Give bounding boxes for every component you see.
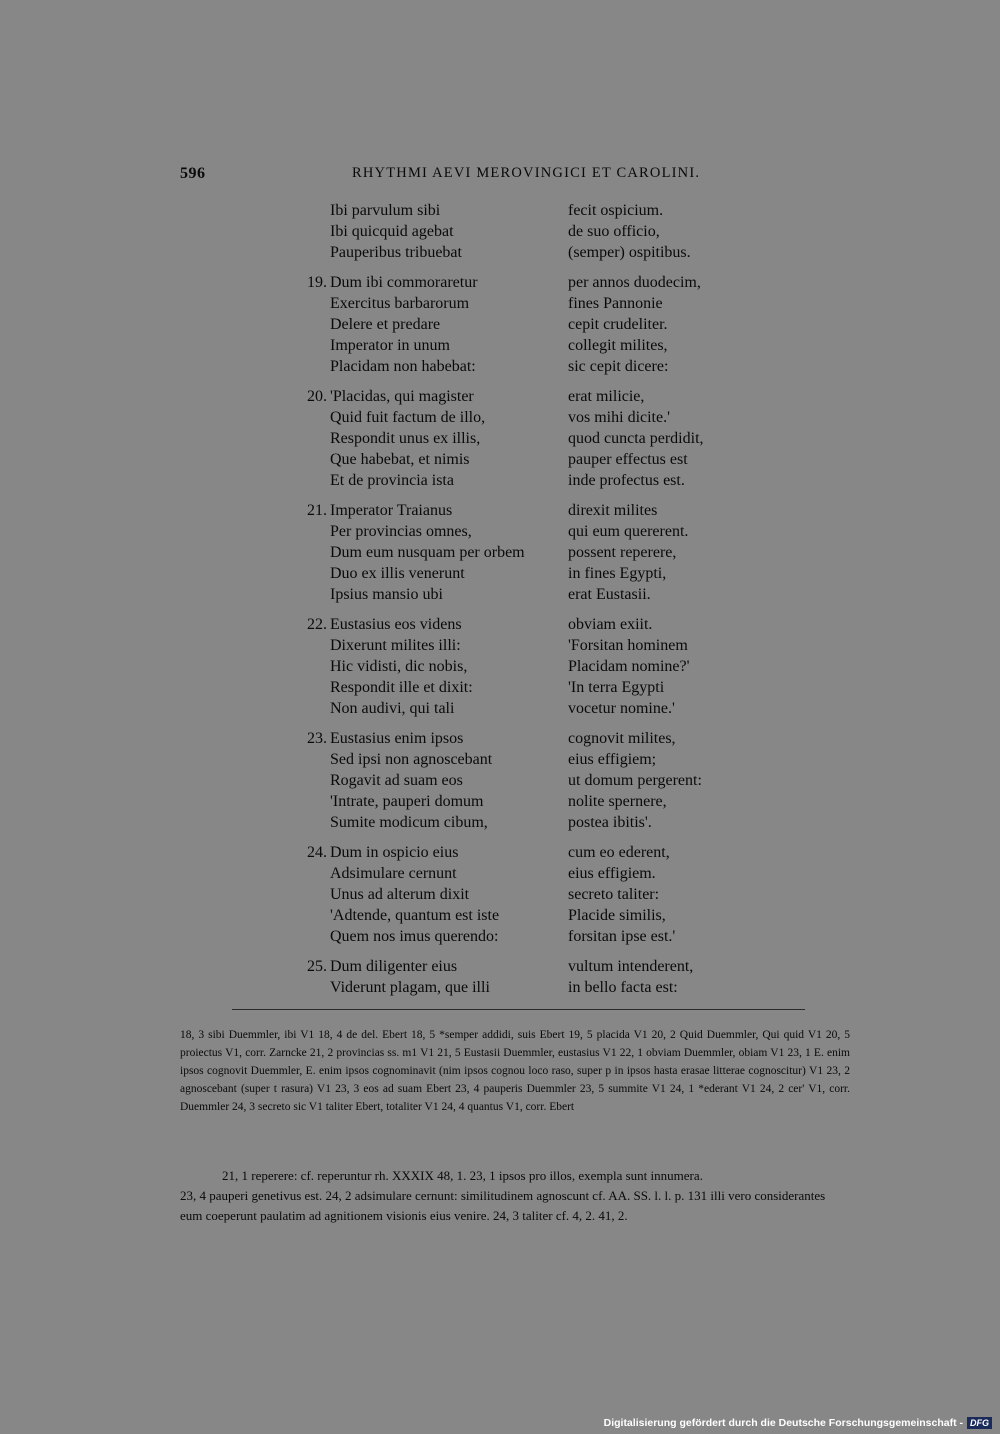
verse-line — [280, 926, 840, 947]
verse-right-hemistich: vocetur nomine.' — [568, 700, 675, 717]
verse-right-hemistich: secreto taliter: — [568, 886, 660, 903]
verse-left-hemistich: Dum diligenter eius — [330, 958, 458, 975]
verse-left-hemistich: Imperator Traianus — [330, 502, 453, 519]
verse-right-hemistich: (semper) ospitibus. — [568, 244, 691, 261]
stanza — [280, 500, 840, 605]
verse-right-hemistich: ut domum pergerent: — [568, 772, 702, 789]
verse-left-hemistich: Placidam non habebat: — [330, 358, 476, 375]
verse-right-hemistich: Placide similis, — [568, 907, 666, 924]
footer-text: Digitalisierung gefördert durch die Deutsche Forschungsgemeinschaft - — [603, 1417, 963, 1429]
verse-line — [280, 449, 840, 470]
verse-left-hemistich: Sumite modicum cibum, — [330, 814, 488, 831]
stanza — [280, 956, 840, 998]
verse-line — [280, 677, 840, 698]
stanza — [280, 200, 840, 263]
verse-right-hemistich: fines Pannonie — [568, 295, 663, 312]
apparatus-rule — [232, 1009, 805, 1010]
verse-line — [280, 956, 840, 977]
verse-left-hemistich: Dum ibi commoraretur — [330, 274, 478, 291]
verse-line — [280, 770, 840, 791]
verse-right-hemistich: Placidam nomine?' — [568, 658, 690, 675]
verse-right-hemistich: eius effigiem; — [568, 751, 657, 768]
verse-line — [280, 335, 840, 356]
verse-right-hemistich: sic cepit dicere: — [568, 358, 669, 375]
verse-line — [280, 200, 840, 221]
verse-left-hemistich: Que habebat, et nimis — [330, 451, 470, 468]
verse-right-hemistich: forsitan ipse est.' — [568, 928, 676, 945]
verse-right-hemistich: in fines Egypti, — [568, 565, 667, 582]
verse-right-hemistich: obviam exiit. — [568, 616, 653, 633]
verse-line — [280, 563, 840, 584]
verse-line — [280, 221, 840, 242]
verse-right-hemistich: cum eo ederent, — [568, 844, 670, 861]
note-line: 23, 4 pauperi genetivus est. 24, 2 adsimulare cernunt: similitudinem agnoscunt cf. AA. SS. l. l. p. 131 illi vero considerantes eum coeperunt paulatim ad agnitionem visionis eius venire. 24, 3 taliter cf. 4, 2. 41, 2. — [180, 1188, 826, 1223]
verse-left-hemistich: Sed ipsi non agnoscebant — [330, 751, 493, 768]
verse-left-hemistich: Ipsius mansio ubi — [330, 586, 443, 603]
verse-line — [280, 698, 840, 719]
verse-line — [280, 242, 840, 263]
verse-right-hemistich: 'Forsitan hominem — [568, 637, 688, 654]
verse-left-hemistich: Duo ex illis venerunt — [330, 565, 465, 582]
stanza-number: 25. — [307, 958, 327, 975]
verse-line — [280, 470, 840, 491]
stanza — [280, 728, 840, 833]
verse-right-hemistich: 'In terra Egypti — [568, 679, 665, 696]
verse-line — [280, 905, 840, 926]
verse-line — [280, 521, 840, 542]
dfg-logo-icon: DFG — [967, 1417, 992, 1429]
verse-left-hemistich: Delere et predare — [330, 316, 441, 333]
verse-right-hemistich: eius effigiem. — [568, 865, 656, 882]
verse-right-hemistich: cognovit milites, — [568, 730, 676, 747]
verse-right-hemistich: direxit milites — [568, 502, 658, 519]
verse-line — [280, 386, 840, 407]
verse-left-hemistich: Unus ad alterum dixit — [330, 886, 470, 903]
verse-left-hemistich: Pauperibus tribuebat — [330, 244, 462, 261]
verse-right-hemistich: collegit milites, — [568, 337, 668, 354]
verse-left-hemistich: Per provincias omnes, — [330, 523, 472, 540]
verse-line — [280, 977, 840, 998]
verse-left-hemistich: Non audivi, qui tali — [330, 700, 455, 717]
verse-left-hemistich: Et de provincia ista — [330, 472, 454, 489]
verse-left-hemistich: Quid fuit factum de illo, — [330, 409, 486, 426]
stanza-number: 21. — [307, 502, 327, 519]
verse-line — [280, 407, 840, 428]
verse-right-hemistich: in bello facta est: — [568, 979, 678, 996]
verse-right-hemistich: per annos duodecim, — [568, 274, 701, 291]
verse-right-hemistich: possent reperere, — [568, 544, 677, 561]
verse-left-hemistich: Dum in ospicio eius — [330, 844, 459, 861]
verse-left-hemistich: Rogavit ad suam eos — [330, 772, 463, 789]
verse-line — [280, 542, 840, 563]
verse-right-hemistich: pauper effectus est — [568, 451, 688, 468]
poem — [280, 200, 840, 1007]
verse-left-hemistich: Dum eum nusquam per orbem — [330, 544, 525, 561]
verse-left-hemistich: Viderunt plagam, que illi — [330, 979, 490, 996]
verse-left-hemistich: 'Placidas, qui magister — [330, 388, 474, 405]
verse-right-hemistich: inde profectus est. — [568, 472, 685, 489]
verse-line — [280, 584, 840, 605]
verse-left-hemistich: Hic vidisti, dic nobis, — [330, 658, 468, 675]
verse-line — [280, 293, 840, 314]
verse-line — [280, 635, 840, 656]
verse-line — [280, 428, 840, 449]
verse-right-hemistich: quod cuncta perdidit, — [568, 430, 704, 447]
verse-right-hemistich: erat Eustasii. — [568, 586, 651, 603]
stanza-number: 24. — [307, 844, 327, 861]
stanza — [280, 386, 840, 491]
verse-right-hemistich: qui eum quererent. — [568, 523, 689, 540]
verse-left-hemistich: Ibi quicquid agebat — [330, 223, 454, 240]
verse-right-hemistich: vultum intenderent, — [568, 958, 694, 975]
verse-left-hemistich: Dixerunt milites illi: — [330, 637, 461, 654]
verse-left-hemistich: 'Intrate, pauperi domum — [330, 793, 484, 810]
verse-right-hemistich: postea ibitis'. — [568, 814, 652, 831]
verse-left-hemistich: Exercitus barbarorum — [330, 295, 470, 312]
verse-line — [280, 791, 840, 812]
page-number: 596 — [180, 165, 206, 182]
verse-line — [280, 842, 840, 863]
verse-line — [280, 614, 840, 635]
stanza-number: 19. — [307, 274, 327, 291]
stanza-number: 20. — [307, 388, 327, 405]
verse-line — [280, 884, 840, 905]
verse-line — [280, 863, 840, 884]
verse-line — [280, 656, 840, 677]
verse-right-hemistich: erat milicie, — [568, 388, 645, 405]
verse-line — [280, 728, 840, 749]
verse-left-hemistich: Adsimulare cernunt — [330, 865, 457, 882]
stanza-number: 22. — [307, 616, 327, 633]
stanza — [280, 842, 840, 947]
verse-line — [280, 314, 840, 335]
note-line: 21, 1 reperere: cf. reperuntur rh. XXXIX 48, 1. 23, 1 ipsos pro illos, exempla sunt innumera. — [222, 1168, 703, 1183]
verse-left-hemistich: Ibi parvulum sibi — [330, 202, 441, 219]
verse-left-hemistich: Imperator in unum — [330, 337, 450, 354]
verse-left-hemistich: 'Adtende, quantum est iste — [330, 907, 500, 924]
commentary-notes — [180, 1166, 850, 1226]
verse-line — [280, 272, 840, 293]
verse-line — [280, 812, 840, 833]
verse-left-hemistich: Quem nos imus querendo: — [330, 928, 499, 945]
verse-right-hemistich: fecit ospicium. — [568, 202, 664, 219]
verse-right-hemistich: cepit crudeliter. — [568, 316, 668, 333]
stanza-number: 23. — [307, 730, 327, 747]
verse-line — [280, 749, 840, 770]
stanza — [280, 272, 840, 377]
verse-right-hemistich: vos mihi dicite.' — [568, 409, 670, 426]
verse-left-hemistich: Eustasius enim ipsos — [330, 730, 464, 747]
running-head: RHYTHMI AEVI MEROVINGICI ET CAROLINI. — [352, 165, 701, 181]
verse-right-hemistich: nolite spernere, — [568, 793, 667, 810]
verse-left-hemistich: Respondit ille et dixit: — [330, 679, 473, 696]
critical-apparatus: 18, 3 sibi Duemmler, ibi V1 18, 4 de del. Ebert 18, 5 *semper addidi, suis Ebert 19, 5 placida V1 20, 2 Quid Duemmler, Qui quid V1 20, 5 proiectus V1, corr. Zarncke 21, 2 provincias ss. m1 V1 21, 5 Eustasii Duemmler, eustasius V1 22, 1 obviam Duemmler, obiam V1 23, 1 E. enim ipsos cognovit Duemmler, E. enim ipsos cognominavit (nim ipsos cognou loco raso, super p in ipsos hasta erasae litterae cognoscitur) V1 23, 2 agnoscebant (super t rasura) V1 23, 3 eos ad suam Ebert 23, 4 pauperis Duemmler 23, 5 summite V1 24, 1 *ederant V1 24, 2 cer' V1, corr. Duemmler 24, 3 secreto sic V1 taliter Ebert, totaliter V1 24, 4 quantus V1, corr. Ebert — [180, 1029, 850, 1113]
verse-left-hemistich: Eustasius eos videns — [330, 616, 462, 633]
verse-left-hemistich: Respondit unus ex illis, — [330, 430, 481, 447]
verse-line — [280, 356, 840, 377]
verse-right-hemistich: de suo officio, — [568, 223, 660, 240]
stanza — [280, 614, 840, 719]
verse-line — [280, 500, 840, 521]
footer-bar — [604, 1417, 992, 1429]
